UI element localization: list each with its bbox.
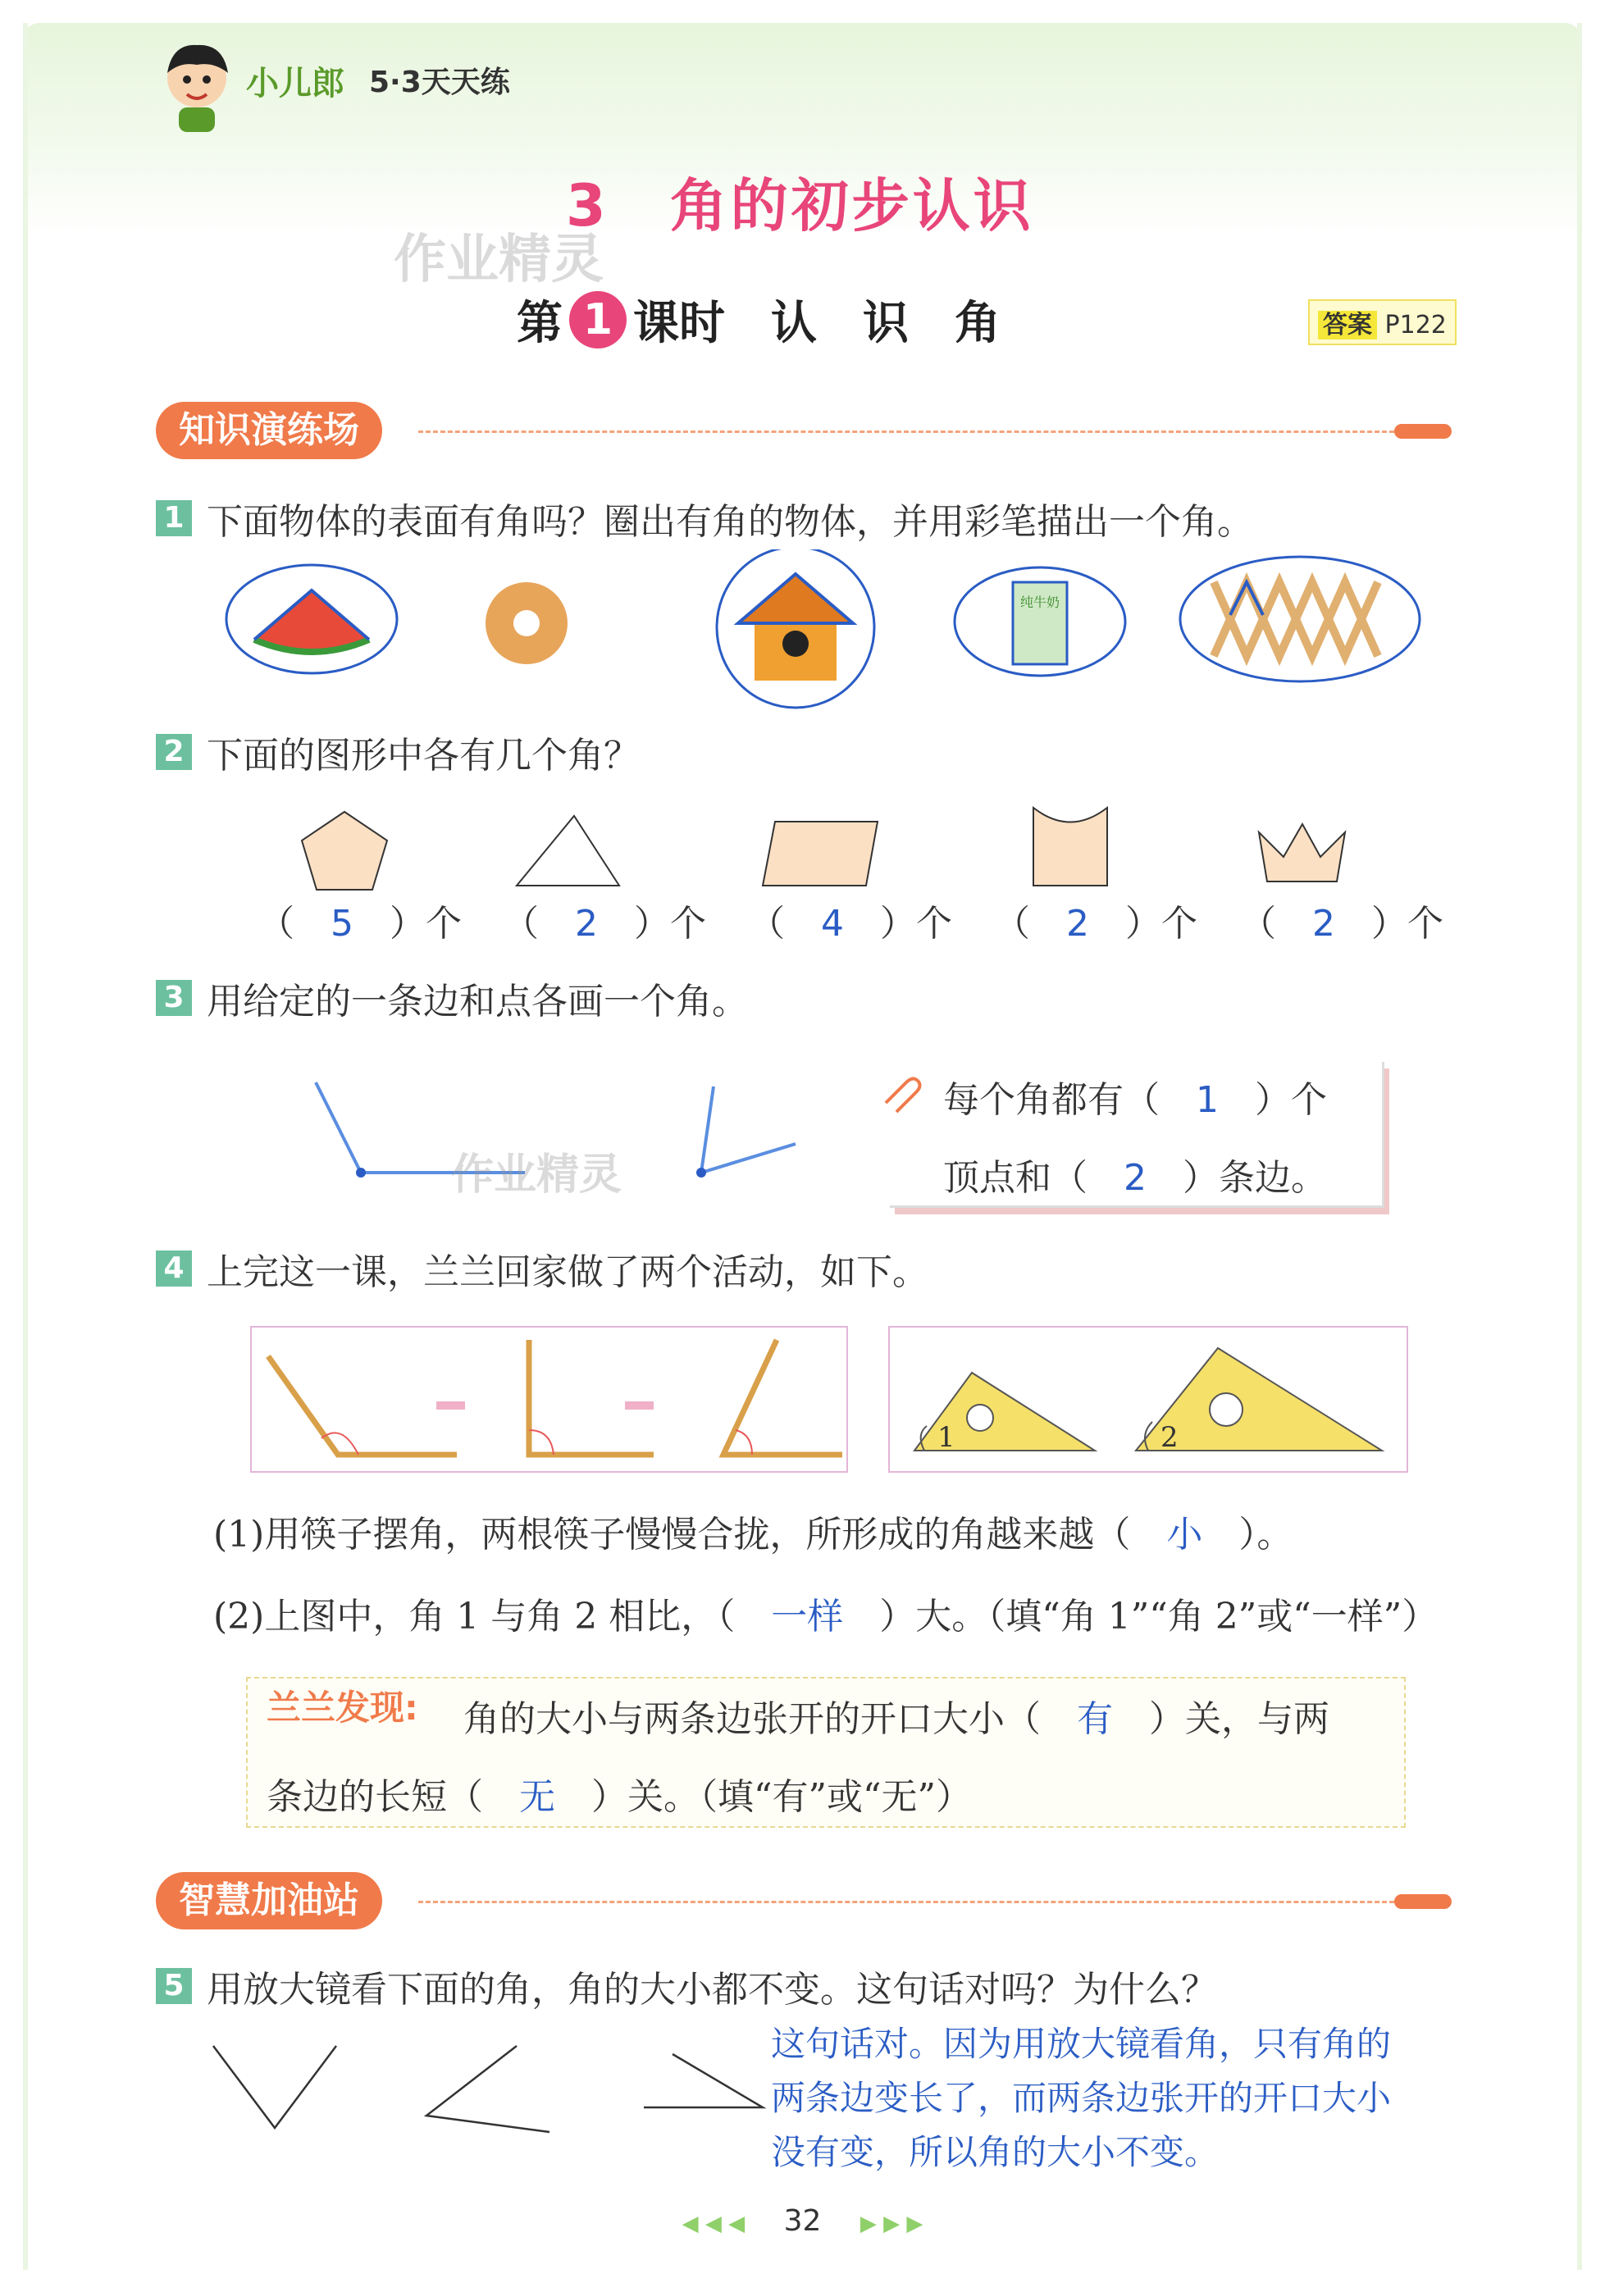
pentagon-icon bbox=[302, 812, 387, 890]
q2-shapes bbox=[279, 804, 1411, 894]
lesson-suffix: 课时 认 识 角 bbox=[633, 297, 1001, 350]
page-footer bbox=[0, 2198, 1605, 2239]
lesson-prefix: 第 bbox=[517, 297, 563, 350]
birdhouse-icon bbox=[717, 549, 874, 708]
q2-answer-2: （ 2 ）个 bbox=[503, 903, 706, 945]
parallelogram-icon bbox=[763, 822, 878, 886]
q5-angles-icon bbox=[205, 2038, 779, 2144]
question-text: 上完这一课，兰兰回家做了两个活动，如下。 bbox=[207, 1251, 928, 1293]
svg-text:2: 2 bbox=[1160, 1421, 1179, 1454]
question-text: 下面物体的表面有角吗？圈出有角的物体，并用彩笔描出一个角。 bbox=[207, 501, 1253, 543]
mascot-boy-icon bbox=[156, 37, 238, 135]
question-text: 用给定的一条边和点各画一个角。 bbox=[207, 981, 748, 1023]
triangles-activity-box bbox=[888, 1326, 1408, 1473]
section-wisdom-header: 智慧加油站 bbox=[156, 1872, 382, 1929]
pencil-icon bbox=[1394, 1894, 1452, 1909]
q4-sub-2: (2)上图中，角 1 与角 2 相比，（ 一样 ）大。（填“角 1”“角 2”或“一样”） bbox=[213, 1596, 1439, 1638]
carton-label: 纯牛奶 bbox=[1019, 594, 1060, 610]
folding-rack-icon bbox=[1180, 557, 1420, 681]
watermelon-icon bbox=[226, 565, 397, 673]
question-text: 下面的图形中各有几个角？ bbox=[207, 735, 640, 777]
q5-answer: 这句话对。因为用放大镜看角，只有角的 两条边变长了，而两条边张开的开口大小 没有变，所以角的大小不变。 bbox=[771, 2024, 1392, 2172]
q1-objects bbox=[213, 549, 1427, 713]
paperclip-icon bbox=[873, 1066, 923, 1115]
q2-answer-5: （ 2 ）个 bbox=[1240, 903, 1443, 945]
question-2 bbox=[156, 726, 640, 778]
page-number: 32 bbox=[783, 2204, 822, 2238]
pencil-icon bbox=[1394, 424, 1452, 439]
right-border bbox=[1577, 23, 1582, 2270]
watermark-text: 作业精灵 bbox=[394, 230, 604, 290]
svg-text:1: 1 bbox=[937, 1421, 955, 1454]
q2-answer-3: （ 4 ）个 bbox=[749, 903, 952, 945]
question-4 bbox=[156, 1242, 928, 1295]
cup-shape-icon bbox=[1033, 808, 1107, 886]
question-3 bbox=[156, 972, 748, 1024]
milk-carton-icon bbox=[955, 567, 1125, 676]
q2-answer-4: （ 2 ）个 bbox=[994, 903, 1197, 945]
note-line-2: 顶点和（ 2 ）条边。 bbox=[943, 1157, 1327, 1199]
right-arrows-icon: ▶ ▶ ▶ bbox=[859, 2212, 923, 2236]
discovery-line-2: 条边的长短（ 无 ）关。（填“有”或“无”） bbox=[267, 1776, 972, 1818]
question-number: 1 bbox=[156, 500, 192, 536]
q4-sub-1: (1)用筷子摆角，两根筷子慢慢合拢，所形成的角越来越（ 小 ）。 bbox=[213, 1514, 1293, 1556]
donut-icon bbox=[486, 582, 568, 664]
set-square-triangles-icon bbox=[890, 1328, 1407, 1471]
left-border bbox=[23, 23, 28, 2270]
question-1 bbox=[156, 492, 1253, 544]
question-5 bbox=[156, 1960, 1217, 2012]
section-practice-header: 知识演练场 bbox=[156, 402, 382, 459]
discovery-label: 兰兰发现: bbox=[267, 1688, 418, 1728]
chapter-title: 3 角的初步认识 bbox=[566, 172, 1034, 239]
question-number: 4 bbox=[156, 1250, 192, 1287]
note-line-1: 每个角都有（ 1 ）个 bbox=[943, 1079, 1327, 1121]
discovery-line-1: 角的大小与两条边张开的开口大小（ 有 ）关，与两 bbox=[463, 1698, 1329, 1740]
question-number: 5 bbox=[156, 1968, 192, 2004]
chopsticks-activity-box bbox=[250, 1326, 848, 1473]
crown-icon bbox=[1259, 824, 1345, 882]
section-divider bbox=[418, 1901, 1394, 1903]
watermark-text: 作业精灵 bbox=[451, 1150, 622, 1200]
q2-answer-1: （ 5 ）个 bbox=[258, 903, 462, 945]
lesson-number-badge: 1 bbox=[569, 291, 627, 348]
answer-page: P122 bbox=[1384, 311, 1447, 339]
answer-reference bbox=[1308, 299, 1457, 345]
brand-name: 小儿郎 bbox=[246, 65, 344, 102]
question-number: 3 bbox=[156, 980, 192, 1016]
triangle-icon bbox=[517, 816, 619, 886]
series-name: 5·3天天练 bbox=[369, 66, 510, 99]
section-divider bbox=[418, 430, 1394, 433]
chopsticks-angles-icon bbox=[252, 1328, 846, 1471]
question-number: 2 bbox=[156, 734, 192, 770]
answer-label: 答案 bbox=[1318, 311, 1377, 339]
question-text: 用放大镜看下面的角，角的大小都不变。这句话对吗？为什么？ bbox=[207, 1969, 1217, 2011]
lesson-title bbox=[517, 287, 1001, 353]
left-arrows-icon: ◀ ◀ ◀ bbox=[682, 2212, 746, 2236]
